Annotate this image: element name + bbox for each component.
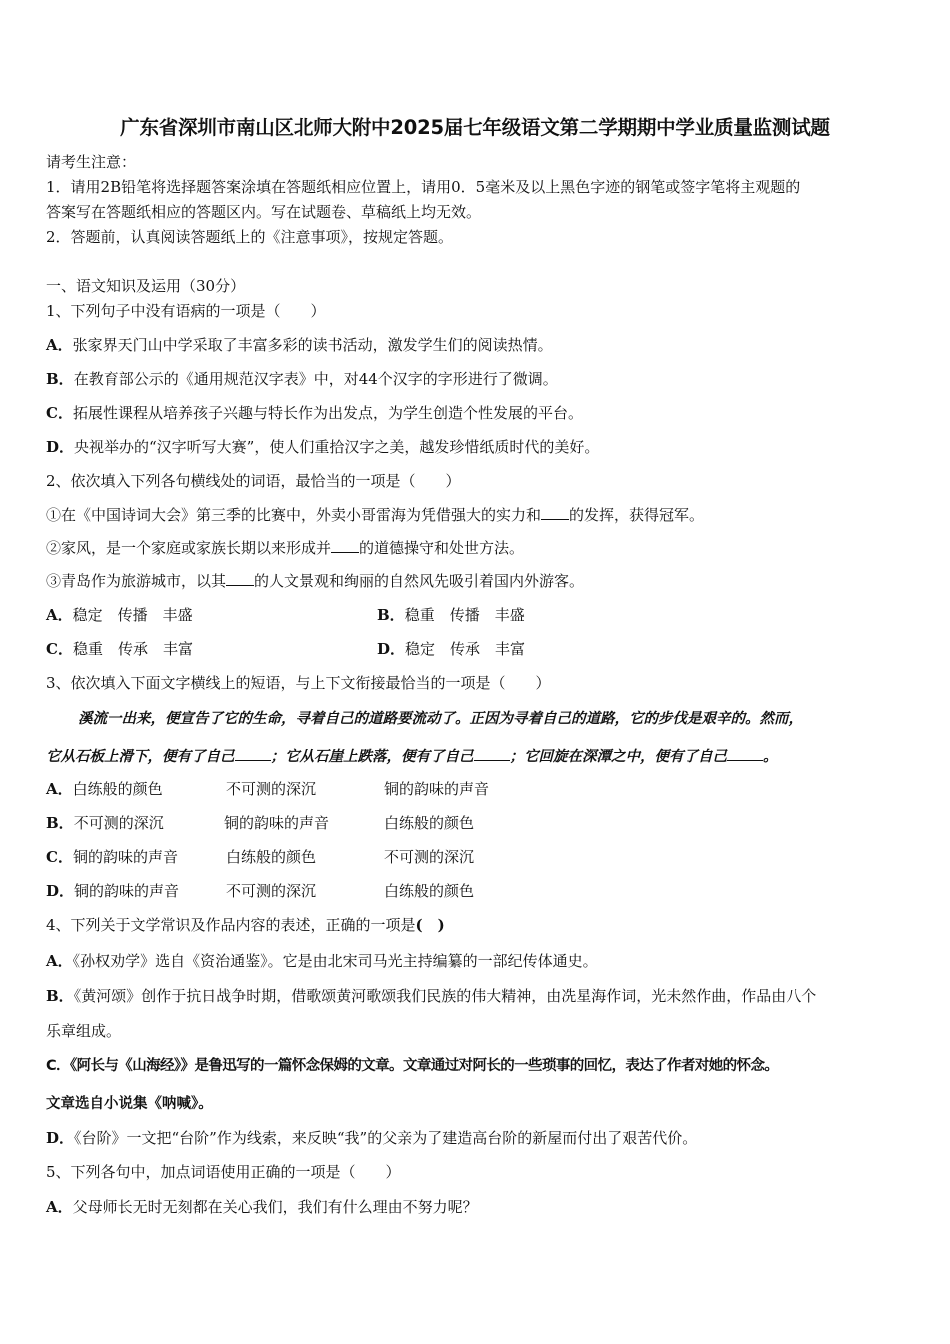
fill-blank — [235, 746, 271, 761]
notice-item-1: 1．请用2B铅笔将选择题答案涂填在答题纸相应位置上，请用0．5毫米及以上黑色字迹的钢笔或签字笔将主观题的 — [46, 178, 801, 196]
sentence-text: 的道德操守和处世方法。 — [359, 539, 525, 557]
option-text: 《阿长与《山海经》》是鲁迅写的一篇怀念保姆的文章。文章通过对阿长的一些琐事的回忆，表达了作者对她的怀念。 — [69, 1058, 779, 1074]
option-text: 不可测的深沉 — [384, 848, 475, 866]
option-text: 《黄河颂》创作于抗日战争时期，借歌颂黄河歌颂我们民族的伟大精神，由冼星海作词，光未然作曲，作品由八个 — [73, 987, 817, 1005]
section-heading: 一、语文知识及运用（30分） — [46, 277, 246, 295]
option-text: 白练般的颜色 — [72, 780, 163, 798]
option-text: 铜的韵味的声音 — [224, 814, 330, 832]
passage-text: 它从石板上滑下，便有了自己 — [46, 748, 235, 765]
sentence-text: 的发挥，获得冠军。 — [569, 506, 705, 524]
fill-blank — [727, 746, 763, 761]
passage-text: ；它从石崖上跌落，便有了自己 — [270, 748, 474, 765]
question-2-sentence-1 — [46, 505, 704, 525]
sentence-text: 的人文景观和绚丽的自然风先吸引着国内外游客。 — [254, 572, 585, 590]
option-text: 稳定 传承 丰富 — [405, 640, 526, 658]
option-text: 稳重 传播 丰盛 — [404, 606, 525, 624]
question-2-option-a — [46, 605, 193, 625]
option-text: 不可测的深沉 — [226, 882, 317, 900]
option-text: 白练般的颜色 — [226, 848, 317, 866]
fill-blank — [331, 538, 359, 553]
question-4-option-d — [46, 1128, 697, 1148]
option-text: 铜的韵味的声音 — [74, 882, 180, 900]
sentence-text: ②家风，是一个家庭或家族长期以来形成并 — [46, 539, 332, 557]
option-label: C． — [46, 1058, 70, 1074]
sentence-text: ①在《中国诗词大会》第三季的比赛中，外卖小哥雷海为凭借强大的实力和 — [46, 506, 542, 524]
question-3-option-b — [46, 813, 164, 833]
option-text: 不可测的深沉 — [226, 780, 317, 798]
question-2-sentence-3 — [46, 571, 584, 591]
question-1-option-b — [46, 369, 558, 389]
option-label: C． — [46, 848, 73, 866]
question-3-passage-line-1: 溪流一出来，便宣告了它的生命，寻着自己的道路要流动了。正因为寻着自己的道路，它的步伐是艰辛的。然而， — [78, 710, 803, 727]
question-3-option-a — [46, 779, 163, 799]
question-4-option-b — [46, 986, 816, 1006]
option-label: A． — [46, 336, 73, 354]
option-text: 在教育部公示的《通用规范汉字表》中，对44个汉字的字形进行了微调。 — [73, 370, 558, 388]
question-5-stem: 5、下列各句中，加点词语使用正确的一项是（ ） — [46, 1163, 401, 1181]
notice-item-2: 2．答题前，认真阅读答题纸上的《注意事项》，按规定答题。 — [46, 228, 454, 246]
option-label: A． — [46, 606, 73, 624]
notice-heading: 请考生注意： — [46, 153, 137, 171]
option-label: A． — [46, 952, 73, 970]
question-1-option-c — [46, 403, 583, 423]
notice-item-1-cont: 答案写在答题纸相应的答题区内。写在试题卷、草稿纸上均无效。 — [46, 203, 482, 221]
question-3-option-c — [46, 847, 178, 867]
option-label: B． — [46, 370, 74, 388]
question-3-passage-line-2 — [46, 746, 778, 767]
answer-parentheses: ( ) — [415, 916, 445, 934]
page-title: 广东省深圳市南山区北师大附中2025届七年级语文第二学期期中学业质量监测试题 — [120, 116, 830, 139]
option-text: 白练般的颜色 — [384, 882, 475, 900]
stem-text: 4、下列关于文学常识及作品内容的表述，正确的一项是 — [46, 916, 416, 934]
fill-blank — [541, 505, 569, 520]
option-text: 央视举办的“汉字听写大赛”，使人们重拾汉字之美，越发珍惜纸质时代的美好。 — [74, 438, 600, 456]
option-label: B． — [46, 814, 74, 832]
question-2-sentence-2 — [46, 538, 524, 558]
option-label: C． — [46, 640, 73, 658]
question-4-option-b-cont: 乐章组成。 — [46, 1022, 122, 1040]
option-text: 张家界天门山中学采取了丰富多彩的读书活动，激发学生们的阅读热情。 — [72, 336, 553, 354]
option-label: A． — [46, 1198, 73, 1216]
option-label: D． — [46, 882, 75, 900]
question-3-option-d — [46, 881, 179, 901]
option-label: D． — [46, 1129, 75, 1147]
question-2-option-b — [377, 605, 525, 625]
question-4-option-c-cont: 文章选自小说集《呐喊》。 — [46, 1096, 213, 1112]
question-3-stem: 3、依次填入下面文字横线上的短语，与上下文衔接最恰当的一项是（ ） — [46, 674, 551, 692]
option-text: 《台阶》一文把“台阶”作为线索，来反映“我”的父亲为了建造高台阶的新屋而付出了艰苦代价。 — [74, 1129, 698, 1147]
question-5-option-a — [46, 1197, 478, 1217]
option-text: 拓展性课程从培养孩子兴趣与特长作为出发点，为学生创造个性发展的平台。 — [72, 404, 583, 422]
option-label: A． — [46, 780, 73, 798]
question-4-stem — [46, 915, 445, 935]
question-1-stem: 1、下列句子中没有语病的一项是（ ） — [46, 302, 326, 320]
option-text: 稳定 传播 丰盛 — [72, 606, 193, 624]
option-label: D． — [46, 438, 75, 456]
option-text: 《孙权劝学》选自《资治通鉴》。它是由北宋司马光主持编纂的一部纪传体通史。 — [72, 952, 598, 970]
passage-text: ；它回旋在深潭之中，便有了自己 — [509, 748, 727, 765]
option-text: 不可测的深沉 — [73, 814, 164, 832]
fill-blank — [226, 571, 254, 586]
question-1-option-d — [46, 437, 599, 457]
option-label: C． — [46, 404, 73, 422]
question-4-option-c — [46, 1056, 778, 1076]
question-2-option-c — [46, 639, 193, 659]
question-4-option-a — [46, 951, 598, 971]
option-text: 稳重 传承 丰富 — [72, 640, 193, 658]
option-text: 父母师长无时无刻都在关心我们，我们有什么理由不努力呢？ — [72, 1198, 478, 1216]
option-text: 铜的韵味的声音 — [72, 848, 178, 866]
option-text: 白练般的颜色 — [384, 814, 475, 832]
question-2-option-d — [377, 639, 525, 659]
option-label: B． — [377, 606, 405, 624]
option-label: D． — [377, 640, 406, 658]
question-1-option-a — [46, 335, 553, 355]
sentence-text: ③青岛作为旅游城市，以其 — [46, 572, 227, 590]
option-text: 铜的韵味的声音 — [384, 780, 490, 798]
passage-text: 。 — [763, 748, 778, 765]
question-2-stem: 2、依次填入下列各句横线处的词语，最恰当的一项是（ ） — [46, 472, 461, 490]
option-label: B． — [46, 987, 74, 1005]
fill-blank — [474, 746, 510, 761]
